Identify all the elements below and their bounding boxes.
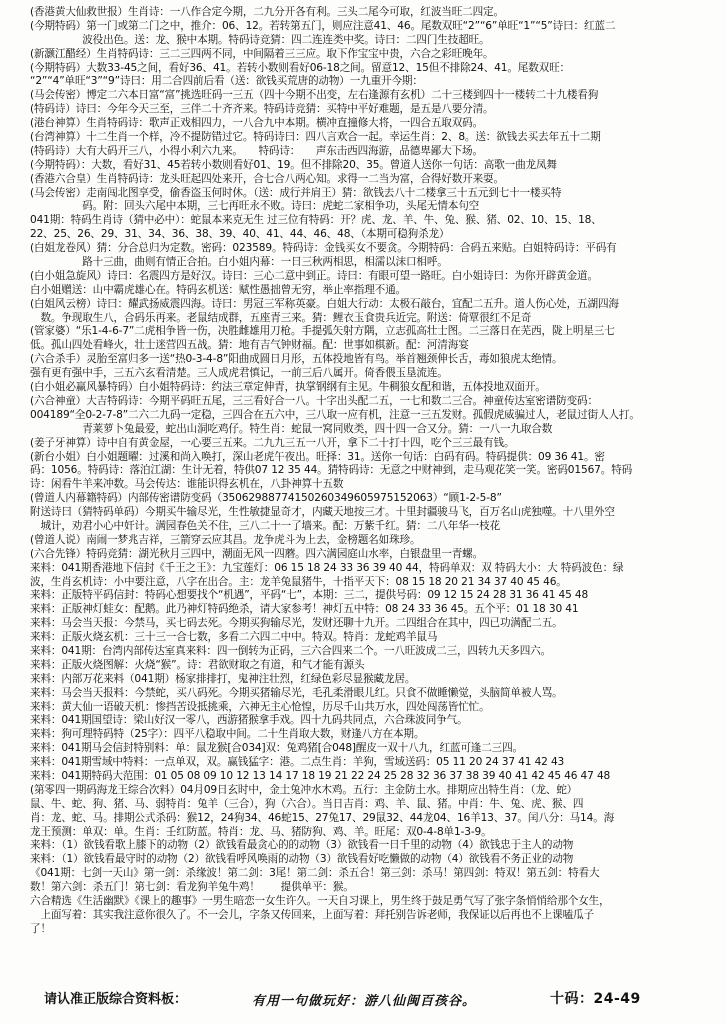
text-line: 附送诗曰（猜特码单码）今期买牛输尽光，生性敏捷显奇才，内藏天地按三才。十里封疆骏马飞，百万名山虎独噬。十八里外空 [30,506,615,519]
text-line: (香港黄大仙救世报）生肖诗：一八作合定今期，二九分开各有利。三头二尾今可取，红波当旺二四定。 [30,6,504,18]
text-line: “2”“4”单旺“3”“9”诗曰：用二合四前后看（送：欲钱买荒唐的动物）一九重开今期： [30,75,423,88]
text-line: (今期特码）第一门或第二门之中，推介：06、12。若转第五门，则应注意41、46。尾数双旺“2”“6”单旺“1”“5”诗曰：红蓝二 [30,19,616,32]
text-line: 来料：正版神灯蛙女：配鹅。此乃神灯特码绝杀，请大家参考！神灯五中特：08 24 33 36 45。五个平：01 18 30 41 [30,603,579,616]
text-line: 来料：正版火烧图解：火烧“猴”。诗：君欲财取之有道，和气才能有源头 [30,658,365,671]
text-line: (新台小姐）白小姐题曜：过溪和尚入唤打，深山老虎午夜出。旺择：31。送你一句话：白码有码。特码提供：09 36 41。密 [30,450,605,463]
text-line: 041期：特码生肖诗（猜中必中）：蛇鼠本来克无生 过三位有特码：开？虎、龙、羊、牛、兔、猴、猪、02、10、15、18、 [30,214,602,227]
text-line: (曾道人内幕籍特码）内部传密谱防变码（35062988774150260349605975152063）“顾1-2-5-8” [30,492,502,505]
footer-slogan: 有用一句做玩好：游八仙闽百孩谷。 [252,994,477,1009]
text-line: (白姐风云榜）诗曰：耀武扬威震四海。诗曰：男冠三军称英豪。白姐大行动：太极石敲台，宜配二五升。道人伤心处，五湖四海 [30,297,619,310]
text-line: 强有更有强中手，三五六玄看清楚。三人成虎君慎记，一前三后八属开。倚香偎玉垦流连。 [30,367,448,380]
text-line: 来料：041期马会信封特别料：单：鼠龙猴[合034]双：兔鸡猪[合048]醒皮一双十八九，红蓝可逢二三四。 [30,742,523,755]
text-line: 路十三曲，曲则有情正合拍。白小姐内幕：一日三秋两相思，相濡以沫口相呼。 [30,256,448,269]
article-body [30,6,700,937]
text-line: 来料：马会当天报：今禁马，买七码去死。今期买狗输尽光，发财还聊十九开。二四组合在其中，四已功满配二五。 [30,617,563,630]
text-line: 波役出色。送：龙、猴中本期。特码诗竞猜：四二连连类中奖。诗曰：二四门生技超旺。 [30,33,490,46]
text-line: 来料：041期特码大范围：01 05 08 09 10 12 13 14 17 18 19 21 22 24 25 28 32 36 37 38 39 40 41 42 45 46 47 48 [30,769,611,782]
text-line: 来料：正版火烧玄机：三十三一合七数，多看二六四二中中。特双。特肖：龙蛇鸡羊鼠马 [30,631,438,644]
text-line: 城计，劝君小心中奸计。满园春色关不住，三八二十一了墙来。配：万紫千红。猜：二八年华一枝花 [30,519,500,532]
text-line: (特码诗）诗曰：今年今天三至，三伴二十齐齐来。特码诗竞猜：买特中平好难题，是五是八要分清。 [30,103,494,116]
text-line: 鼠、牛、蛇、狗、猪、马、弱特肖：兔羊（三合），狗（六合）。当日吉肖：鸡、羊、鼠、猪。中肖：牛、兔、虎、猴、四 [30,797,584,810]
text-line: 码：1056。特码诗：落泊江湖：生计无着，特供07 12 35 44。猜特码诗：无意之中财神到，走马观花笑一笑。密码01567。特码 [30,464,633,477]
text-line: (香港六合皇）生肖特码诗：龙头旺起四处来开，合七合八两心知。求得一二当为富，合得好数开来耍。 [30,172,504,185]
text-line: 来料：内部万花来料（041期）杨家排排打，鬼神注壮烈，红绿色彩尽显猴藏龙居。 [30,672,416,685]
text-line: 来料：狗可理特码特（25字）：四平八稳取中间。二十生肖取大数，财逢八方在本期。 [30,728,425,741]
text-line: 数！第六剑：杀五门！第七剑：看龙狗羊兔牛鸡！ 提供单平：猴。 [30,881,354,894]
text-line: (白小姐急旋风）诗曰：名震四方是好汉。诗曰：三心二意中到正。诗曰：有眼可望一路旺。白小姐诗曰：为你开辟黄金道。 [30,269,598,282]
text-line: (六合杀手）灵胎至富归多一送“热0-3-4-8”阳曲成圆日月形，五体投地皆有鸟。举首翘颈伸长舌，毒如狼虎太绝情。 [30,353,563,366]
text-line: 来料：马会当天报料：今禁蛇，买八码死。今期买猪输尽光，毛孔柔滑眼儿红。只食不做睡懒觉，头脑简单被人骂。 [30,686,563,699]
text-line: 来料：（1）欲钱看歌上膝下的动物（2）欲钱看最贪心的的动物（3）欲钱看一日千里的动物（4）欲钱忠于主人的动物 [30,839,574,852]
text-line: (曾道人说）南闹一梦兆吉祥，三箭穿云应其昌。龙争虎斗为上去，金榜题名如珠珍。 [30,533,421,546]
text-line: 青莱萝卜兔最爱，蛇出山洞吃鸡仔。特生肖：蛇鼠一窝同败类，四十四一合又分。猜：一八一九取合数 [30,422,553,435]
text-line: 《041期：七剑一天山》第一剑：杀缘波！第二剑：3尾！第二剑：杀五合！第三剑：杀马！第四剑：特双！第五剑：特看大 [30,867,600,880]
footer-code: 十码：24-49 [550,991,641,1007]
text-line: (六合先锋）特码竞猜：湖光秋月三四中，潮面无风一四蘑。四六满园庭山水率，白银盘里一青螺。 [30,547,484,560]
text-line: (第零四一期码海龙王综合次料）04月09日玄时中，金土兔冲水木鸡。五行：主金防土水。排期应出特生肖：（龙、蛇） [30,783,578,796]
text-line: 六合精选《生活幽默》《课上的趣事》一男生暗恋一女生许久。一天自习课上，男生终于鼓足勇气写了张字条悄悄给那个女生， [30,895,610,907]
text-line: 来料：黄大仙一语破天机：惨挡苦设抵挑乘，六神无主心怆惶，历尽千山共万水，四处闯荡皆忙忙。 [30,700,490,713]
text-line: (港台神算）生肖特码诗：歌声正戏相四力，一八合九中本期。横冲直撞修大将，一四合五取双码。 [30,117,484,130]
text-line: 来料：041期雪域中特料：一点单双，双。赢钱猛字：港。二点生肖：羊狗，雪域送码：05 11 20 24 37 41 42 43 [30,756,565,769]
text-line: 来料：041期国望诗：梁山好汉一零八，西游猪猴拿手戏。四十九码共同点，六合珠波同争气。 [30,714,468,727]
text-line: (马会传密）博定二六本日富“富”挑选旺码一三五（四十今期不出变，左右逢源有玄机）二十三楼到四十一楼转二十九楼看狗 [30,89,599,102]
text-line: 诗：闲看牛羊来冲数。马会传达：谁能识得玄机在，八卦神算十五数 [30,478,344,491]
text-line: (新灏江醋经）生肖特码诗：三二三四两不同，中间隔着三三应。取下作宝宝中贵，六合之彩旺晚年。 [30,47,494,60]
text-line: 来料：（1）欲钱看最守时的动物（2）欲钱看呼风唤雨的动物（3）欲钱看好吃懒做的动物（4）欲钱看不务正业的动物 [30,853,574,866]
footer-label: 请认准正版综合资料板： [44,992,188,1007]
text-line: 来料：041期香港地下信封《千王之王》：九宝莲灯：06 15 18 24 33 36 39 40 44，特码单双：双 特码大小：大 特码波色：绿 [30,561,624,574]
text-line: 004189“全0-2-7-8”二六二九码一定稳，三四合在五六中，三八取一应有机，注意一三五发财。孤假虎威骗过人，老鼠过街人人打。 [30,408,640,421]
text-line: (六合神童）大吉特码诗：今期平码旺五尾，三三看好合一八。十字出头配二五，一七和数二三合。神童传达室密谱防变码： [30,394,598,407]
text-line: 码。附：回头六尾中本期，三七再旺永不败。诗曰：虎蛇二家相争功，头尾无情本句空 [30,200,480,213]
text-line: 低。孤山四处看峰火，壮士迷营四五战。猜：地有吉气钟财福。配：世事如棋新。配：河清海宴 [30,339,469,352]
text-line: 了！ [30,922,51,935]
text-line: (特码诗）大有大码开三八，小得小利六九来。 特码诗： 声东击西四海游，品德卑鄙大下场。 [30,144,483,157]
text-line: (今期特码）：大数，看好31、45若转小数则看好01、19。但不排除20、35。曾道人送你一句话：高歌一曲龙凤舞 [30,158,557,171]
text-line: (姜子牙神算）诗中自有黄金屋，一心要三五来。二九九三五一八开，拿下二十打十四，吃个三三最有钱。 [30,436,515,449]
text-line: 数。争现取生八，合码乐再来。老鼠结成群，五座青三来。猜：鲤衣玉食贵兵近完。附送：倚覃很红不足奇 [30,311,532,324]
text-line: (马会传密）走南闯北图享受，偷香盗玉何时休。（送：成行并肩王）猜：欲钱去八十二楼拿三十五元到七十一楼买特 [30,186,562,199]
text-line: 22、25、26、29、31、34、36、38、39、40、41、44、46、48、（本期可稳狗杀龙） [30,228,450,241]
text-line: 来料：041期：台湾内部传达室真来料：四一倒转为正码，三六合四来二个。一八旺波成二三，四转九天多四六。 [30,644,552,657]
text-line: (白小姐必赢风暴特码）白小姐特码诗：约法三章定伸青，执掌钢纲有主见。牛稠狼女配和谐，五体投地双面开。 [30,381,546,394]
text-line: 龙王预测：单双：单。生肖：壬红防蓝。特肖：龙、马、猪防狗、鸡、羊。旺尾：双0-4-8单1-3-9。 [30,825,492,838]
text-line: (今期特码）大数33-45之间，看好36、41。若转小数则看好06-18之间。留意12、15但不排除24、41。尾数双旺： [30,61,570,74]
footer-bar [44,988,704,1010]
text-line: 来料：正版特平码信封：特码心想要找个“机遇”，平码“七”，本期：三二，提供号码：09 12 15 24 28 31 36 41 45 48 [30,589,589,602]
text-line: 白小姐赠送：山中霸虎雄心在。特码玄机送：赋性愚拙曾无穷，举止率指理不通。 [30,283,406,296]
text-line: (台湾神算）十二生肖一个样，冷不提防错过它。特码诗曰：四八言欢合一起。幸运生肖：2、8。送：欲钱去买去年五十二期 [30,131,601,144]
text-line: 波，生肖玄机诗：小中要注意，八字在出合。主：龙羊兔鼠猪牛，十指平天下：08 15 18 20 21 34 37 40 45 46。 [30,575,567,588]
text-line: 肖：龙、蛇、马。排期公式杀码：猴12，24狗34、46蛇15、27兔17、29鼠32、44龙04、16羊13、37。闰八分：马14。海 [30,811,615,824]
text-line: (白姐龙卷风）猜：分合总归为定数。密码：023589。特码诗：金钱买女不要贪。今期特码：合码五来贴。白姐特码诗：平码有 [30,242,617,255]
text-line: (管家婆）“乐1-4-6-7”二虎相争皆一伤，决胜雌雄用刀枪。手提弧矢射方隅，立志孤高壮士图。二三落日在芜西，陇上明星三七 [30,325,615,338]
text-line: 上面写着：其实我注意你很久了。不一会儿，字条又传回来，上面写着：拜托别告诉老师，我保证以后再也不上课嗑瓜子 [30,908,594,921]
